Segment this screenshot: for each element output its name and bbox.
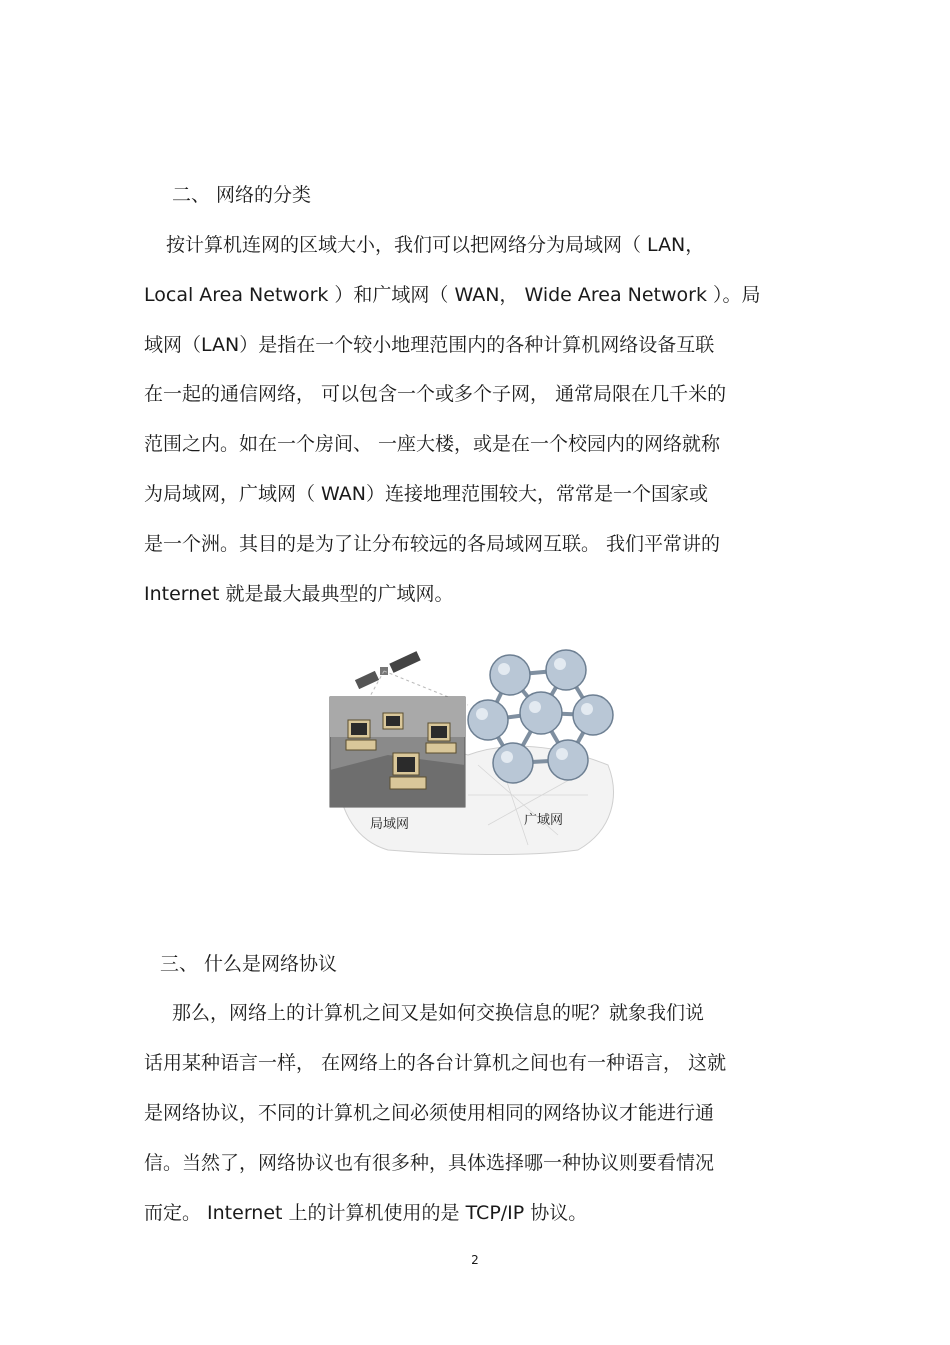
- paragraph-line: 话用某种语言一样， 在网络上的各台计算机之间也有一种语言， 这就: [144, 1052, 727, 1074]
- paragraph-line: 那么，网络上的计算机之间又是如何交换信息的呢？就象我们说: [172, 1002, 705, 1024]
- paragraph-line: 为局域网，广域网（ WAN）连接地理范围较大，常常是一个国家或: [144, 483, 708, 505]
- section3-heading: 三、 什么是网络协议: [160, 953, 338, 975]
- section2-heading: 二、 网络的分类: [172, 184, 312, 206]
- lan-photo: [330, 697, 465, 807]
- wan-label: 广域网: [524, 813, 564, 828]
- paragraph-line: 而定。 Internet 上的计算机使用的是 TCP/IP 协议。: [144, 1202, 588, 1224]
- lan-wan-illustration: [328, 645, 628, 857]
- paragraph-line: Internet 就是最大最典型的广域网。: [144, 583, 454, 605]
- paragraph-line: 范围之内。如在一个房间、 一座大楼，或是在一个校园内的网络就称: [144, 433, 721, 455]
- paragraph-line: 按计算机连网的区域大小，我们可以把网络分为局域网（ LAN，: [166, 234, 705, 256]
- paragraph-line: Local Area Network ）和广域网（ WAN， Wide Area Network ）。局: [144, 284, 761, 306]
- page-number: 2: [471, 1253, 479, 1267]
- lan-label: 局域网: [370, 817, 410, 832]
- paragraph-line: 是一个洲。其目的是为了让分布较远的各局域网互联。 我们平常讲的: [144, 533, 721, 555]
- paragraph-line: 在一起的通信网络， 可以包含一个或多个子网， 通常局限在几千米的: [144, 383, 727, 405]
- paragraph-line: 信。当然了，网络协议也有很多种，具体选择哪一种协议则要看情况: [144, 1152, 715, 1174]
- paragraph-line: 域网（LAN）是指在一个较小地理范围内的各种计算机网络设备互联: [144, 334, 715, 356]
- paragraph-line: 是网络协议，不同的计算机之间必须使用相同的网络协议才能进行通: [144, 1102, 715, 1124]
